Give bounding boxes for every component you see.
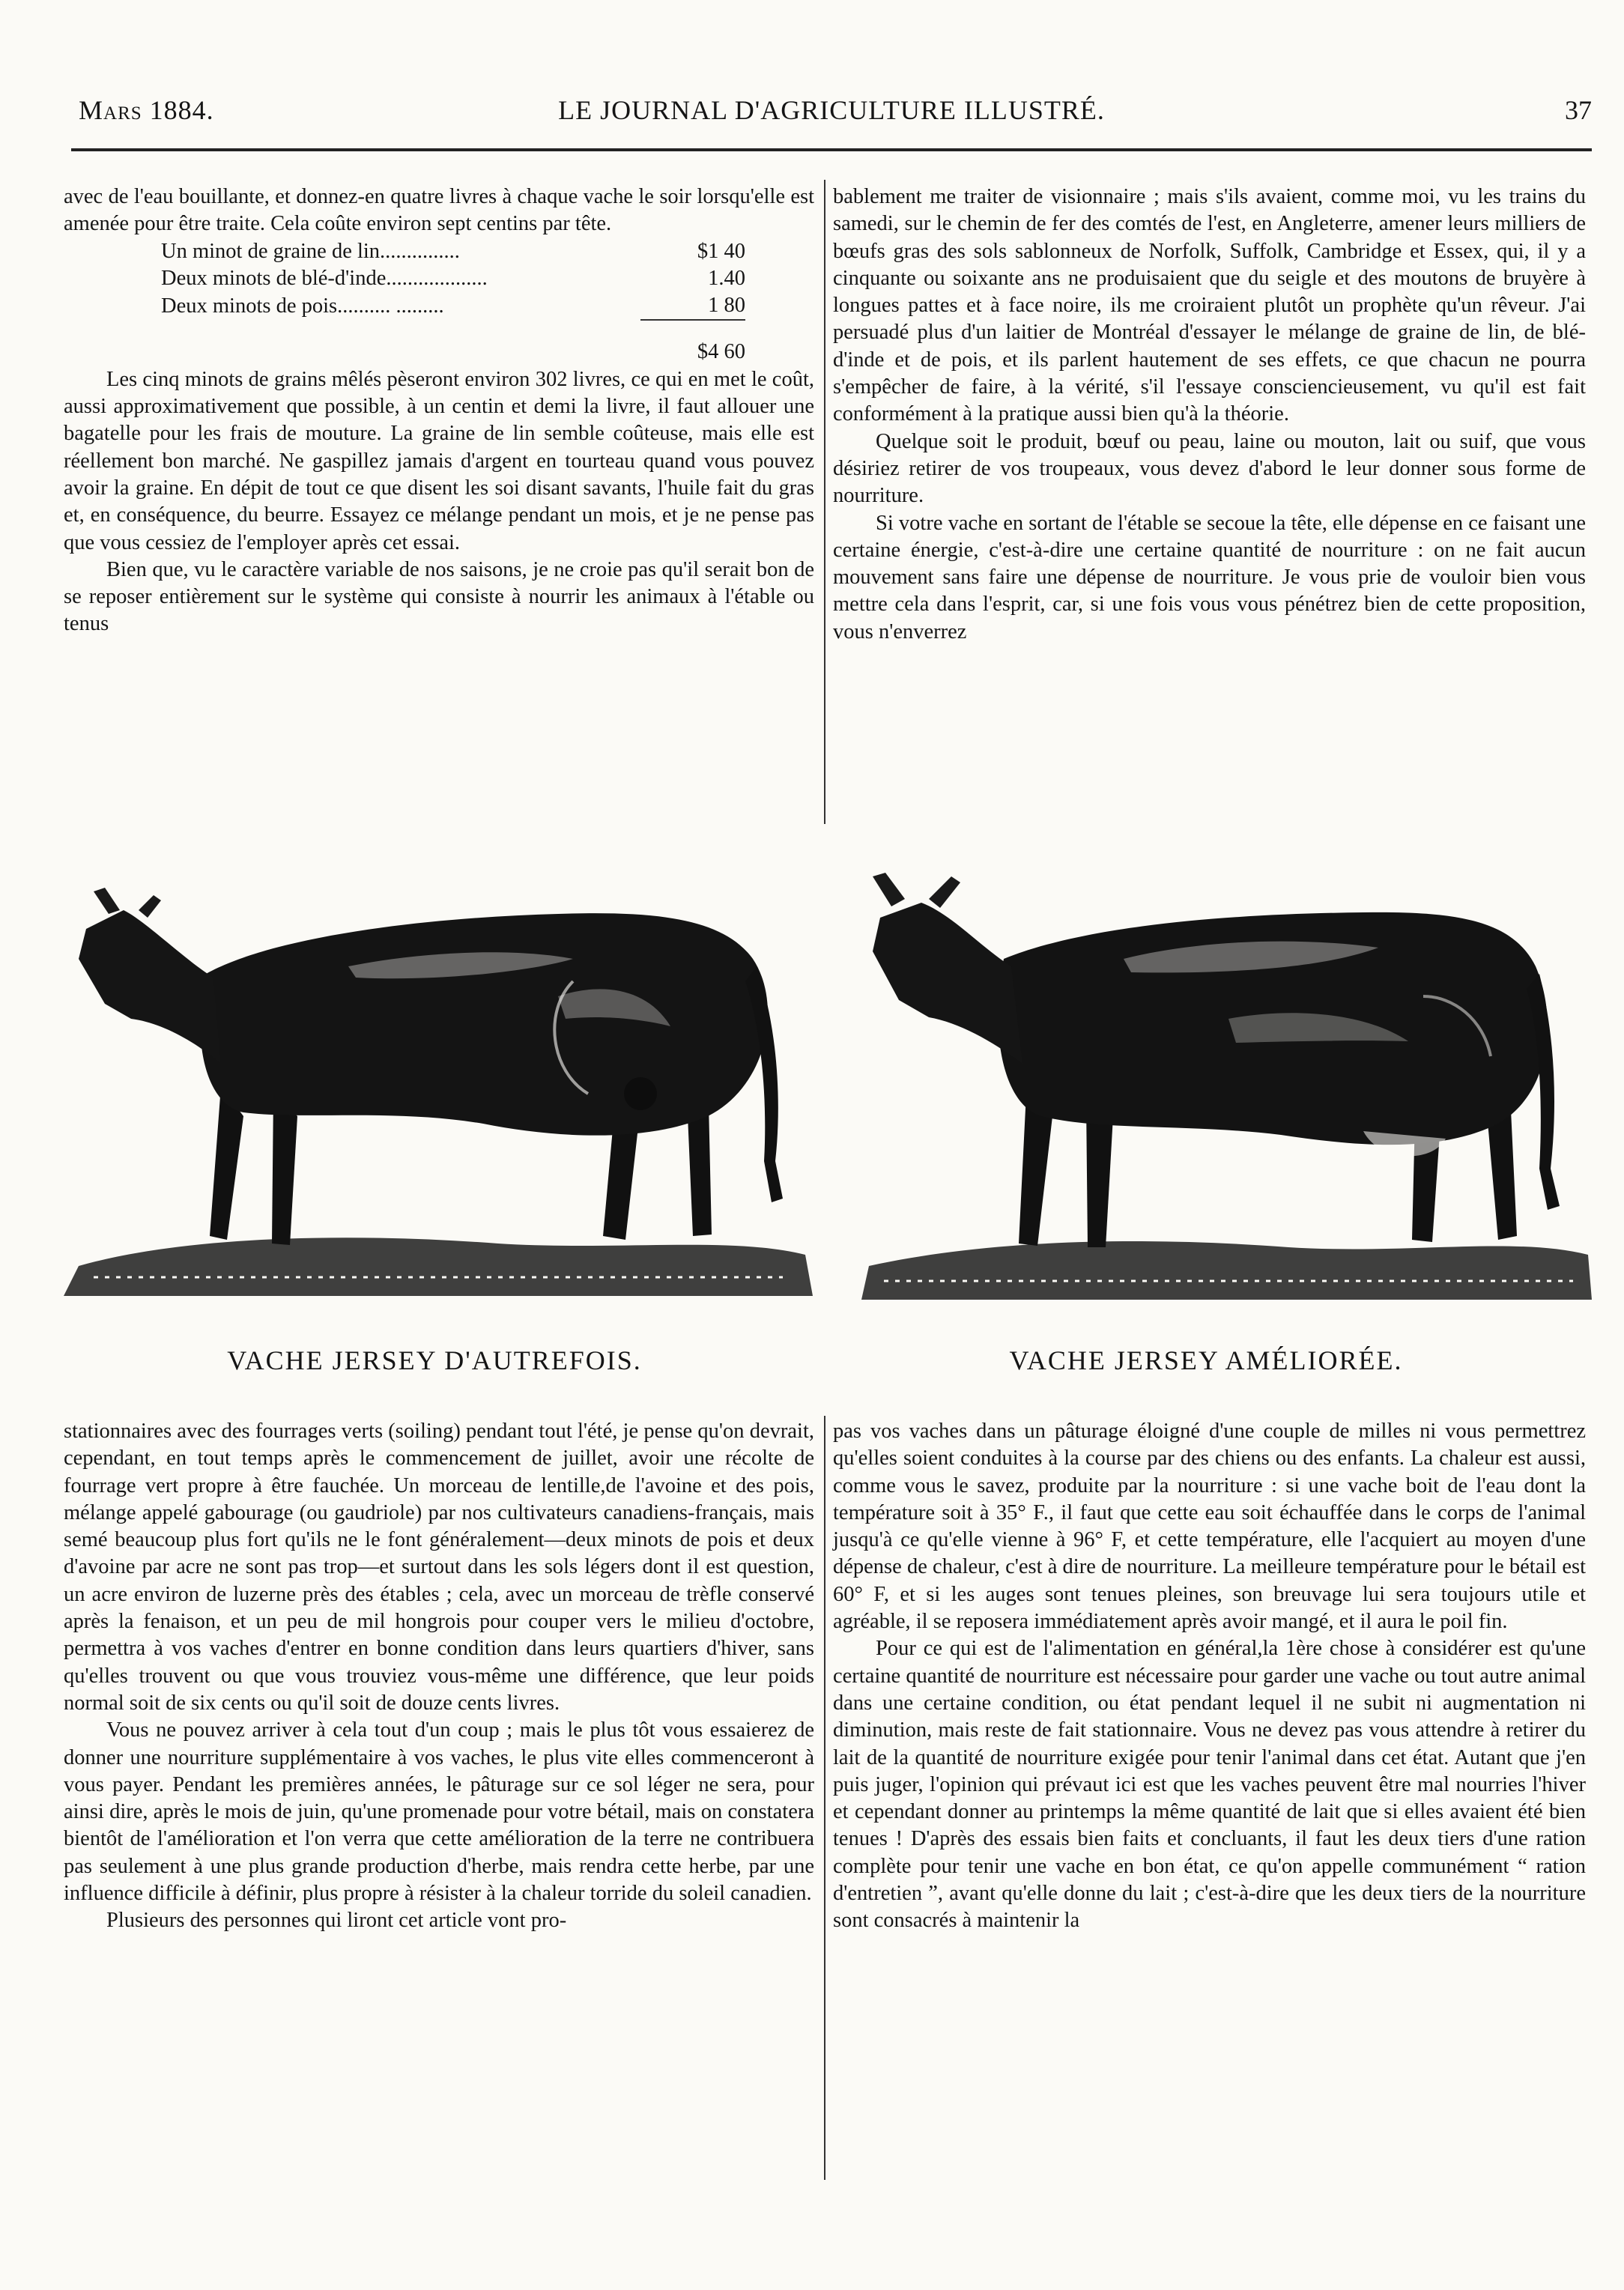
price-label: Deux minots de pois.......... ......... [161,294,444,318]
issue-date: Mars 1884. [79,95,214,125]
paragraph: stationnaires avec des fourrages verts (soiling) pendant tout l'été, je pense qu'on devrait, cependant, en tout temps après le commencement de juillet, avoir une récolte de fourrage vert propre à être fauchée. Un morceau de lentille,de l'avoine et des pois, mélange appelé gabourage (ou gaudriole) par nos cultivateurs canadiens-français, mais semé beaucoup plus fort qu'ils ne le font généralement—deux minots de pois et deux d'avoine par acre ne sont pas trop—et surtout dans les sols légers dont il est question, un acre environ de luzerne près des étables ; cela, avec un morceau de trèfle conservé après la fenaison, et un peu de mil hongrois pour couper vers le milieu d'octobre, permettra à vos vaches d'entrer en bonne condition dans leurs quartiers d'hiver, sans qu'elles trouvent ou que vous trouviez vous-même une différence, que leur poids normal soit de six cents ou qu'il soit de douze cents livres. [64,1420,814,1715]
column-divider [824,1416,825,2180]
column-divider [824,180,825,824]
column-bottom-right [833,1418,1586,2182]
price-total: $4 60 [640,320,745,366]
header-rule [71,148,1592,151]
price-row [161,265,745,292]
paragraph: Pour ce qui est de l'alimentation en général,la 1ère chose à considérer est qu'une certaine quantité de nourriture est nécessaire pour garder une vache ou tout autre animal dans une certaine condition, ou état pendant lequel il ne subit ni augmentation ni diminution, mais reste de fait stationnaire. Vous ne devez pas vous attendre à retirer du lait de la quantité de nourriture exigée pour tenir l'animal dans cet état. Autant que j'en puis juger, l'opinion qui prévaut ici est que les vaches peuvent être mal nourries l'hiver et cependant donner au printemps la même quantité de lait que si elles avaient été bien tenues ! D'après des essais bien faits et concluants, il faut les deux tiers d'une ration complète pour tenir une vache en bon état, ce qu'on appelle communément “ ration d'entretien ”, avant qu'elle donne du lait ; c'est-à-dire que les deux tiers de la nourriture sont consacrés à maintenir la [833,1637,1586,1933]
price-label: Deux minots de blé-d'inde................... [161,266,488,290]
price-row [161,238,745,265]
price-amount: 1 80 [708,294,745,318]
engraving-improved-jersey-cow [839,846,1596,1311]
price-table [161,238,745,366]
page-number: 37 [1565,95,1592,125]
price-amount: $1 40 [697,239,745,263]
paragraph: Quelque soit le produit, bœuf ou peau, laine ou mouton, lait ou suif, que vous désiriez retirer de vos troupeaux, vous devez d'abord le leur donner sous forme de nourriture. [833,429,1586,508]
paragraph: avec de l'eau bouillante, et donnez-en quatre livres à chaque vache le soir lorsqu'elle est amenée pour être traite. Cela coûte environ sept centins par tête. [64,185,814,236]
paragraph: pas vos vaches dans un pâturage éloigné d'une couple de milles ni vous permettrez qu'elles soient conduites à la course par des chiens ou des enfants. La chaleur est aussi, comme vous le savez, produite par la nourriture : si une vache boit de l'eau dont la température soit à 35° F., il faut que cette eau soit échauffée dans le corps de l'animal jusqu'à ce qu'elle vienne à 96° F, et cette température, elle l'acquiert au moyen d'une dépense de chaleur, c'est à dire de nourriture. La meilleure température pour le bétail est 60° F, et si les auges sont tenues pleines, son breuvage lui sera toujours utile et agréable, il se reposera immédiatement après avoir mangé, et il aura le poil fin. [833,1420,1586,1634]
paragraph: Bien que, vu le caractère variable de nos saisons, je ne croie pas qu'il serait bon de se reposer entièrement sur le système qui consiste à nourrir les animaux à l'étable ou tenus [64,557,814,636]
column-top-right [833,184,1586,828]
price-label: Un minot de graine de lin............... [161,239,460,263]
journal-title: LE JOURNAL D'AGRICULTURE ILLUSTRÉ. [558,95,1105,125]
paragraph: Si votre vache en sortant de l'étable se secoue la tête, elle dépense en ce faisant une certaine énergie, c'est-à-dire une certaine quantité de nourriture : on ne fait aucun mouvement sans faire une dépense de nourriture. Je vous prie de vouloir bien vous mettre cela dans l'esprit, car, si une fois vous vous pénétrez bien de cette proposition, vous n'enverrez [833,511,1586,643]
price-amount: 1.40 [708,266,745,290]
price-row [161,292,745,320]
paragraph: bablement me traiter de visionnaire ; mais s'ils avaient, comme moi, vu les trains du samedi, sur le chemin de fer des comtés de l'est, en Angleterre, amener leurs milliers de bœufs gras des sols sablonneux de Norfolk, Suffolk, Cambridge et Essex, qui, il y a cinquante ou soixante ans ne produisaient que du seigle et des moutons de bruyère à longues pattes et à face noire, ils me croiraient plutôt un prophète qu'un rêveur. J'ai persuadé plus d'un laitier de Montréal d'essayer le mélange de graine de lin, de blé-d'inde et de pois, et ils parlent hautement de ses effets, ce que chacun ne pourra s'empêcher de faire, à la vérité, s'il l'essaye consciencieusement, vu qu'il est fait conformément à la pratique aussi bien qu'à la théorie. [833,185,1586,426]
paragraph: Plusieurs des personnes qui liront cet article vont pro- [106,1909,567,1933]
figure-caption-right: VACHE JERSEY AMÉLIORÉE. [1009,1345,1403,1375]
engraving-old-jersey-cow [34,846,820,1311]
price-total-row [161,320,745,366]
column-bottom-left [64,1418,814,2182]
column-top-left [64,184,814,828]
figure-caption-left: VACHE JERSEY D'AUTREFOIS. [227,1345,642,1375]
paragraph: Les cinq minots de grains mêlés pèseront environ 302 livres, ce qui en met le coût, aussi approximativement que possible, à un centin et demi la livre, il faut allouer une bagatelle pour les frais de mouture. La graine de lin semble coûteuse, mais elle est réellement bon marché. Ne gaspillez jamais d'argent en tourteau quand vous pouvez avoir la graine. En dépit de tout ce que disent les soi disant savants, l'huile fait du gras et, en conséquence, du beurre. Essayez ce mélange pendant un mois, et je ne pense pas que vous cessiez de l'employer après cet essai. [64,367,814,554]
paragraph: Vous ne pouvez arriver à cela tout d'un coup ; mais le plus tôt vous essaierez de donner une nourriture supplémentaire à vos vaches, le plus vite elles commenceront à vous payer. Pendant les premières années, le pâturage sur ce sol léger ne sera, pour ainsi dire, après le mois de juin, qu'une promenade pour votre bétail, mais on constatera bientôt de l'amélioration et l'on verra que cette amélioration de la terre ne contribuera pas seulement à une plus grande production d'herbe, mais rendra cette herbe, par une influence difficile à définir, plus propre à résister à la chaleur torride du soleil canadien. [64,1718,814,1906]
running-head [71,88,1592,130]
